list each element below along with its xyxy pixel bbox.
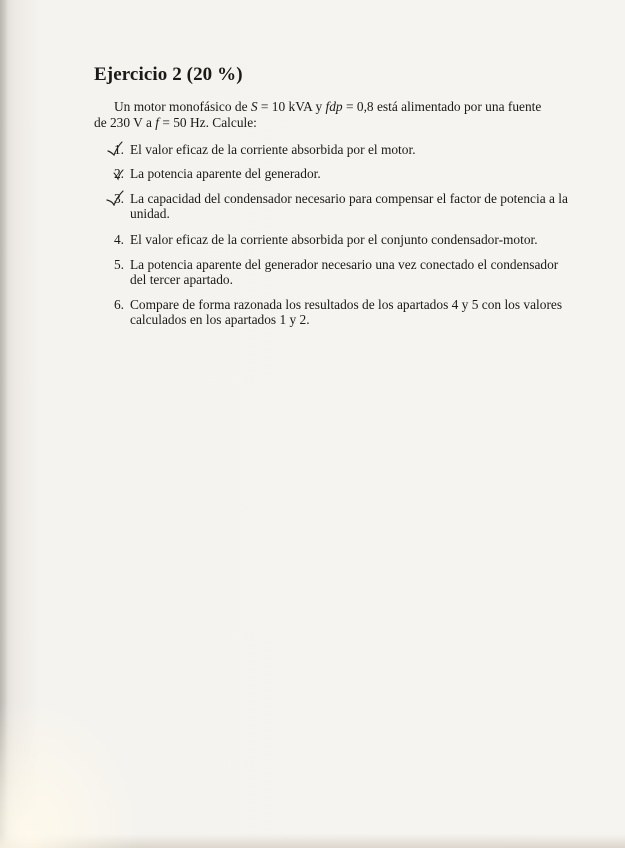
- statement-line-1: Un motor monofásico de S = 10 kVA y fdp = 0,8 está alimentado por una fuente: [114, 99, 542, 114]
- question-list: [100, 140, 570, 327]
- question-number: 1.: [113, 142, 124, 157]
- question-text: La capacidad del condensador necesario para compensar el factor de potencia a la unidad.: [130, 191, 568, 221]
- question-item-6: [100, 297, 570, 327]
- question-item-3: [100, 191, 570, 221]
- question-text: El valor eficaz de la corriente absorbida por el conjunto condensador-motor.: [130, 232, 538, 247]
- question-item-1: [100, 142, 570, 157]
- handwritten-check-mark: [102, 139, 126, 157]
- statement-line-2: de 230 V a f = 50 Hz. Calcule:: [94, 115, 257, 130]
- light-glare: [0, 698, 140, 848]
- question-item-5: [100, 257, 570, 287]
- question-number: 6.: [113, 297, 124, 312]
- question-item-2: [100, 166, 570, 181]
- handwritten-check-mark: [102, 163, 126, 181]
- question-text: El valor eficaz de la corriente absorbida por el motor.: [130, 142, 416, 157]
- handwritten-check-mark: [102, 188, 126, 206]
- question-item-4: [100, 232, 570, 247]
- question-number: 3.: [113, 191, 124, 206]
- exercise-title: Ejercicio 2 (20 %): [94, 64, 243, 85]
- question-text: La potencia aparente del generador.: [130, 166, 321, 181]
- question-number: 5.: [113, 257, 124, 272]
- question-number: 2.: [113, 166, 124, 181]
- problem-statement: [94, 99, 564, 131]
- question-text: Compare de forma razonada los resultados de los apartados 4 y 5 con los valores calculados en los apartados 1 y 2.: [130, 297, 563, 327]
- question-text: La potencia aparente del generador necesario una vez conectado el condensador del tercer apartado.: [130, 257, 559, 287]
- question-number: 4.: [113, 232, 124, 247]
